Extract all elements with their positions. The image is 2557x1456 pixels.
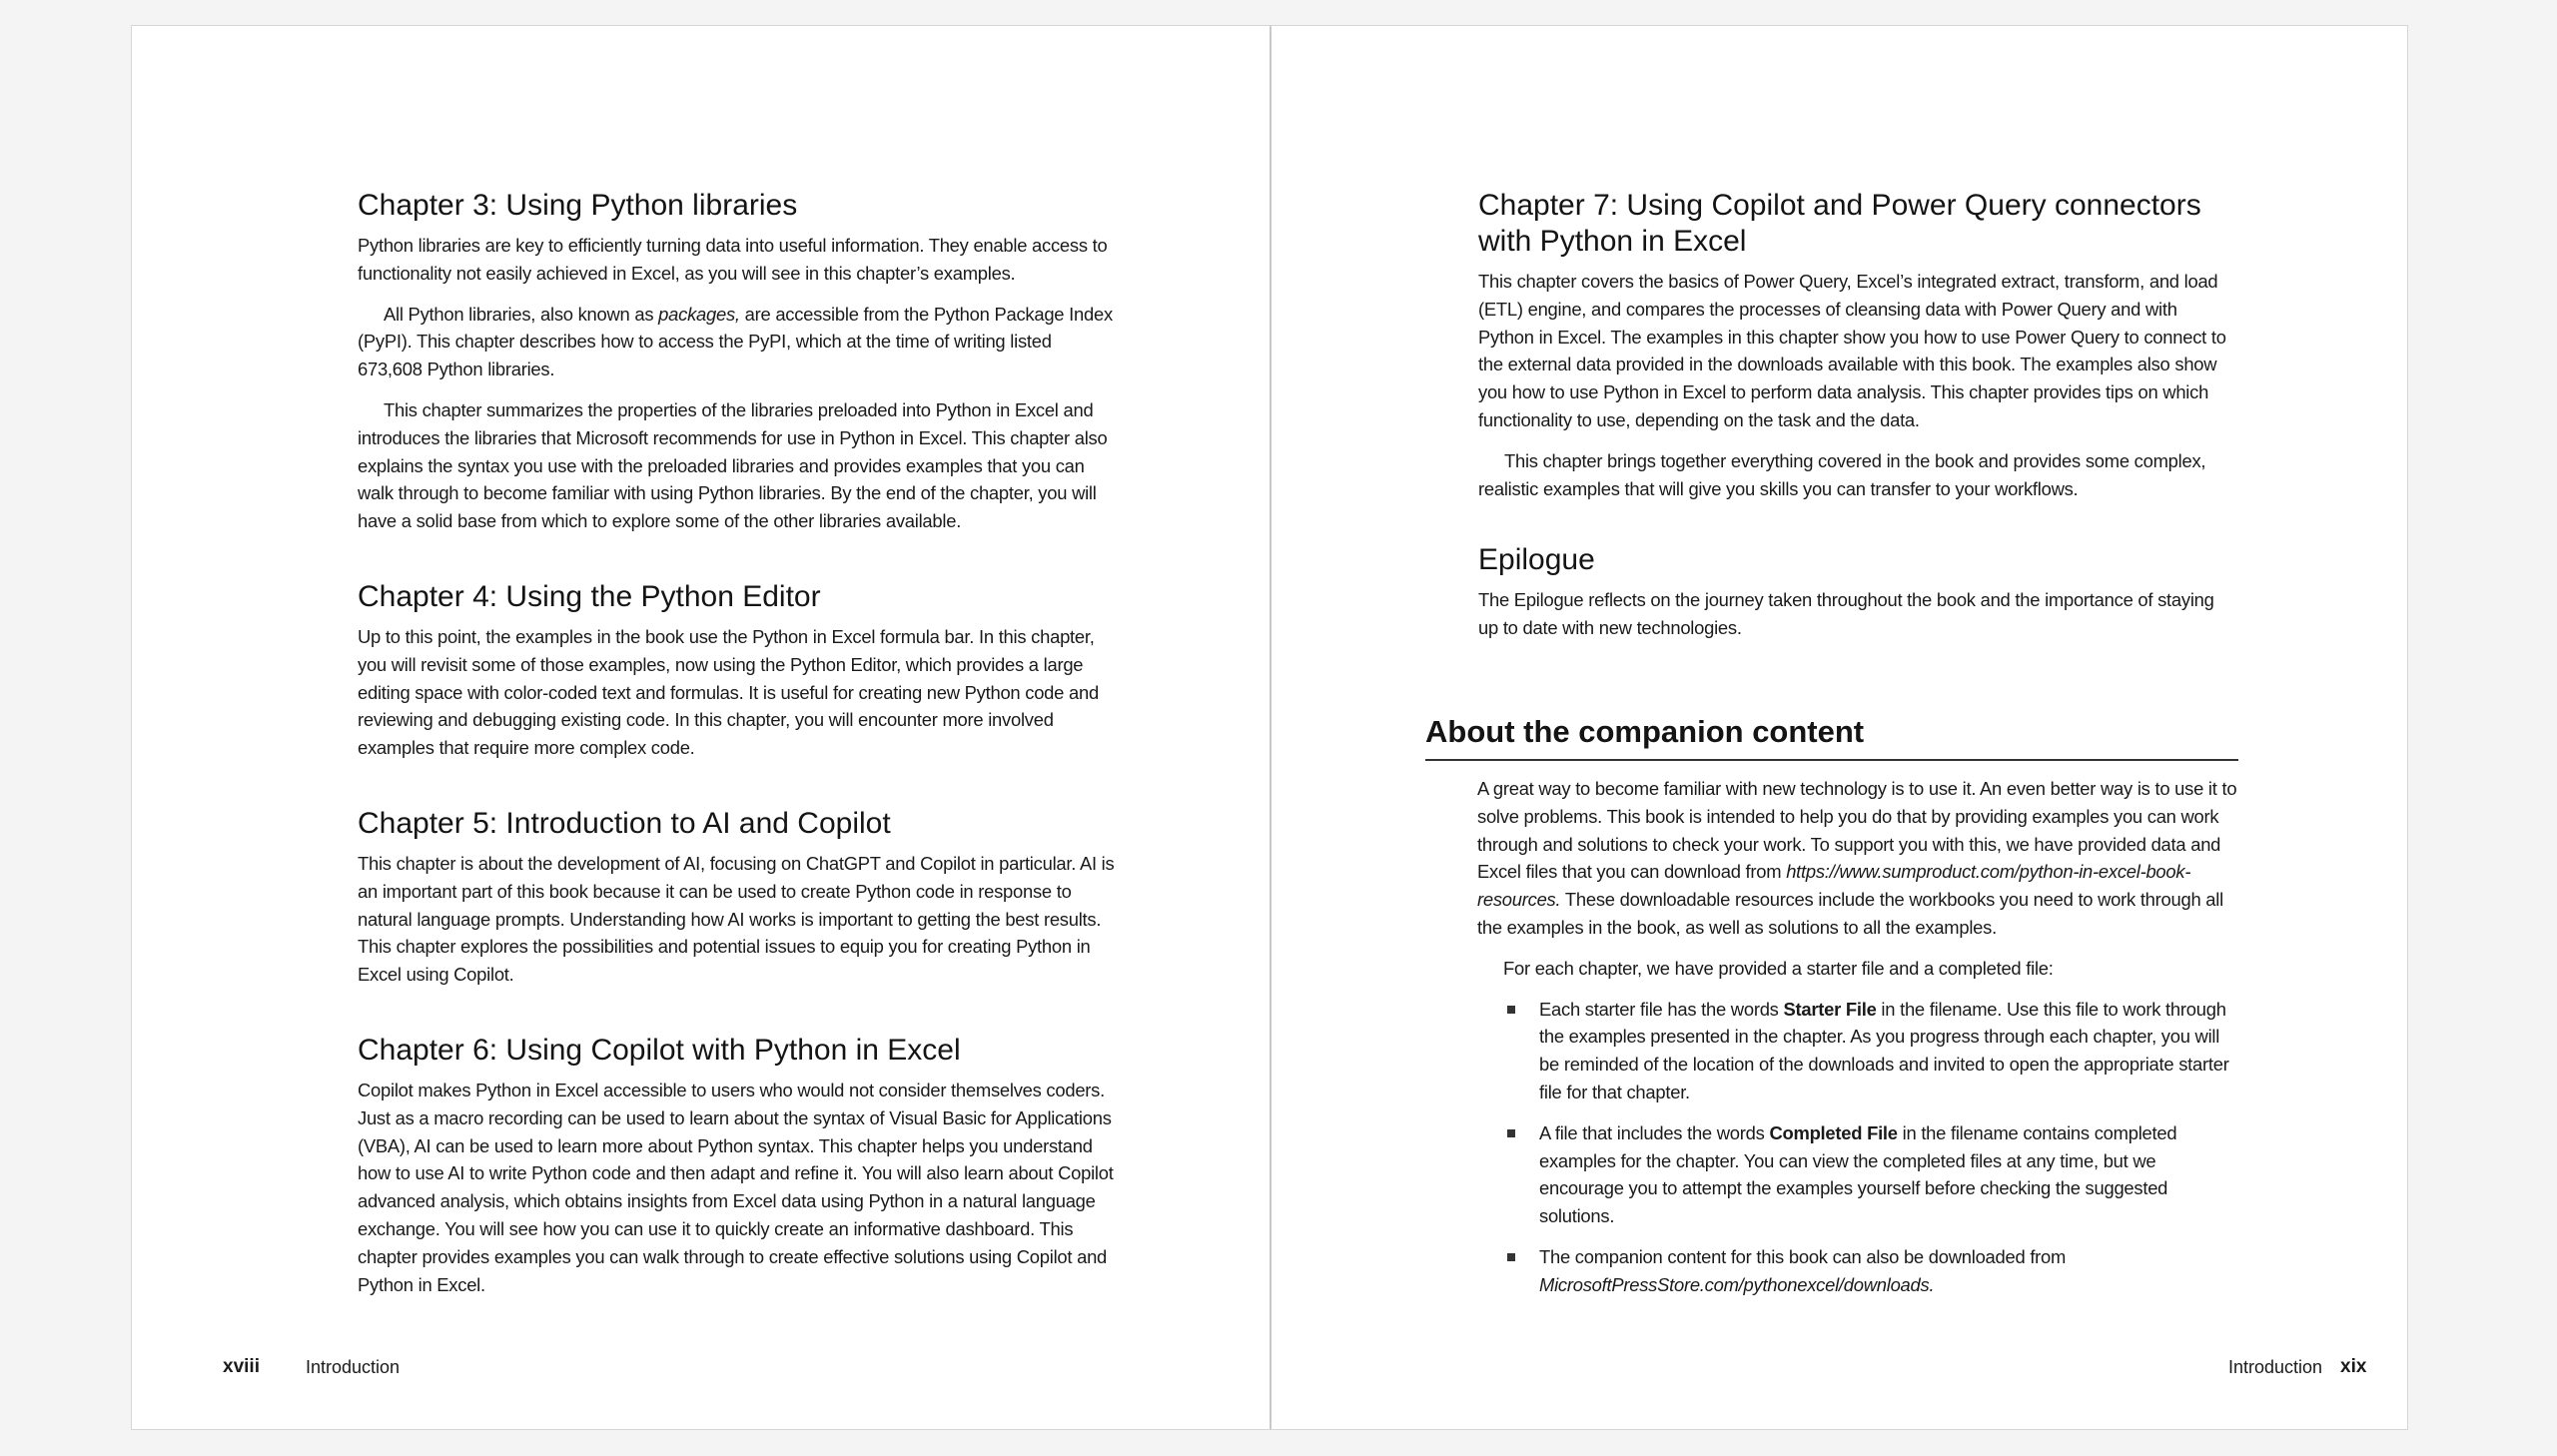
left-running-head: Introduction [306, 1357, 401, 1377]
chapter-6-heading: Chapter 6: Using Copilot with Python in Excel [358, 1033, 961, 1067]
chapter-7-heading: Chapter 7: Using Copilot and Power Query connectors with Python in Excel [1478, 189, 2201, 258]
chapter-7-section [1478, 188, 2237, 502]
chapter-3-paragraph-2: All Python libraries, also known as packages, are accessible from the Python Package Index (PyPI). This chapter describes how to access the PyPI, which at the time of writing listed 673,608 Python libraries. [358, 303, 1113, 380]
chapter-5-heading: Chapter 5: Introduction to AI and Copilot [358, 806, 891, 840]
companion-content-section [1425, 713, 2238, 1312]
list-item-starter-file: Each starter file has the words Starter File in the filename. Use this file to work through the examples presented in the chapter. As you progress through each chapter, you will be reminded of the location of the downloads and invited to open the appropriate starter file for that chapter. [1539, 996, 2238, 1106]
chapter-6-paragraph-1: Copilot makes Python in Excel accessible to users who would not consider themselves coders. Just as a macro recording can be used to learn about the syntax of Visual Basic for Applications (VBA), AI can be used to learn more about Python syntax. This chapter helps you understand how to use AI to write Python code and then adapt and refine it. You will also learn about Copilot advanced analysis, which obtains insights from Excel data using Python in a natural language exchange. You will see how you can use it to quickly create an informative dashboard. This chapter provides examples you can walk through to create effective solutions using Copilot and Python in Excel. [358, 1079, 1114, 1295]
chapter-5-paragraph-1: This chapter is about the development of AI, focusing on ChatGPT and Copilot in particular. AI is an important part of this book because it can be used to create Python code in response to natural language prompts. Understanding how AI works is important to getting the best results. This chapter explores the possibilities and potential issues to equip you for creating Python in Excel using Copilot. [358, 852, 1115, 986]
book-spread [131, 25, 2408, 1430]
list-item-download-location: The companion content for this book can also be downloaded from MicrosoftPressStore.com/pythonexcel/downloads. [1539, 1243, 2238, 1299]
companion-file-list [1477, 996, 2238, 1299]
right-folio: xix [2340, 1356, 2367, 1377]
square-bullet-icon [1507, 1253, 1515, 1261]
left-page-content [358, 188, 1117, 1311]
epilogue-section [1478, 542, 2237, 642]
epilogue-heading: Epilogue [1478, 543, 1595, 577]
right-page-content [1478, 188, 2237, 655]
square-bullet-icon [1507, 1129, 1515, 1137]
companion-content-body [1477, 775, 2238, 1299]
list-item-completed-file: A file that includes the words Completed File in the filename contains completed examples for the chapter. You can view the completed files at any time, but we encourage you to attempt the examples yourself before checking the suggested solutions. [1539, 1119, 2238, 1230]
download-url-link[interactable]: MicrosoftPressStore.com/pythonexcel/downloads. [1539, 1273, 1935, 1295]
resources-url-link[interactable]: https://www.sumproduct.com/python-in-excel-book-resources. [1477, 861, 2191, 911]
chapter-5-section [358, 806, 1117, 989]
chapter-3-paragraph-1: Python libraries are key to efficiently turning data into useful information. They enable access to functionality not easily achieved in Excel, as you will see in this chapter’s examples. [358, 235, 1108, 284]
chapter-7-paragraph-1: This chapter covers the basics of Power Query, Excel’s integrated extract, transform, and load (ETL) engine, and compares the processes of cleansing data with Power Query and with Python in Excel. The examples in this chapter show you how to use Power Query to connect to the external data provided in the downloads available with this book. The examples also show you how to use Python in Excel to perform data analysis. This chapter provides tips on which functionality to use, depending on the task and the data. [1478, 271, 2226, 430]
companion-lead-paragraph: For each chapter, we have provided a starter file and a completed file: [1503, 957, 2054, 979]
epilogue-paragraph-1: The Epilogue reflects on the journey taken throughout the book and the importance of staying up to date with new technologies. [1478, 589, 2214, 639]
chapter-3-section [358, 188, 1117, 535]
right-running-head: Introduction [2228, 1357, 2323, 1377]
companion-intro-paragraph: A great way to become familiar with new technology is to use it. An even better way is to use it to solve problems. This book is intended to help you do that by providing examples you can work through and solutions to check your work. To support you with this, we have provided data and Excel files that you can download from https://www.sumproduct.com/python-in-excel-book-resources. These downloadable resources include the workbooks you need to work through all the examples in the book, as well as solutions to all the examples. [1477, 778, 2237, 938]
chapter-4-paragraph-1: Up to this point, the examples in the book use the Python in Excel formula bar. In this chapter, you will revisit some of those examples, now using the Python Editor, which provides a large editing space with color-coded text and formulas. It is useful for creating new Python code and reviewing and debugging existing code. In this chapter, you will encounter more involved examples that require more complex code. [358, 625, 1099, 759]
chapter-3-heading: Chapter 3: Using Python libraries [358, 189, 798, 222]
chapter-4-section [358, 579, 1117, 762]
left-folio: xviii [223, 1356, 260, 1377]
left-page [132, 26, 1270, 1429]
chapter-4-heading: Chapter 4: Using the Python Editor [358, 579, 821, 613]
right-page [1272, 26, 2409, 1429]
chapter-6-section [358, 1033, 1117, 1298]
chapter-7-paragraph-2: This chapter brings together everything covered in the book and provides some complex, realistic examples that will give you skills you can transfer to your workflows. [1478, 449, 2206, 499]
companion-content-heading: About the companion content [1425, 713, 2238, 761]
square-bullet-icon [1507, 1006, 1515, 1014]
chapter-3-paragraph-3: This chapter summarizes the properties of the libraries preloaded into Python in Excel and introduces the libraries that Microsoft recommends for use in Python in Excel. This chapter also explains the syntax you use with the preloaded libraries and provides examples that you can walk through to become familiar with using Python libraries. By the end of the chapter, you will have a solid base from which to explore some of the other libraries available. [358, 398, 1108, 532]
